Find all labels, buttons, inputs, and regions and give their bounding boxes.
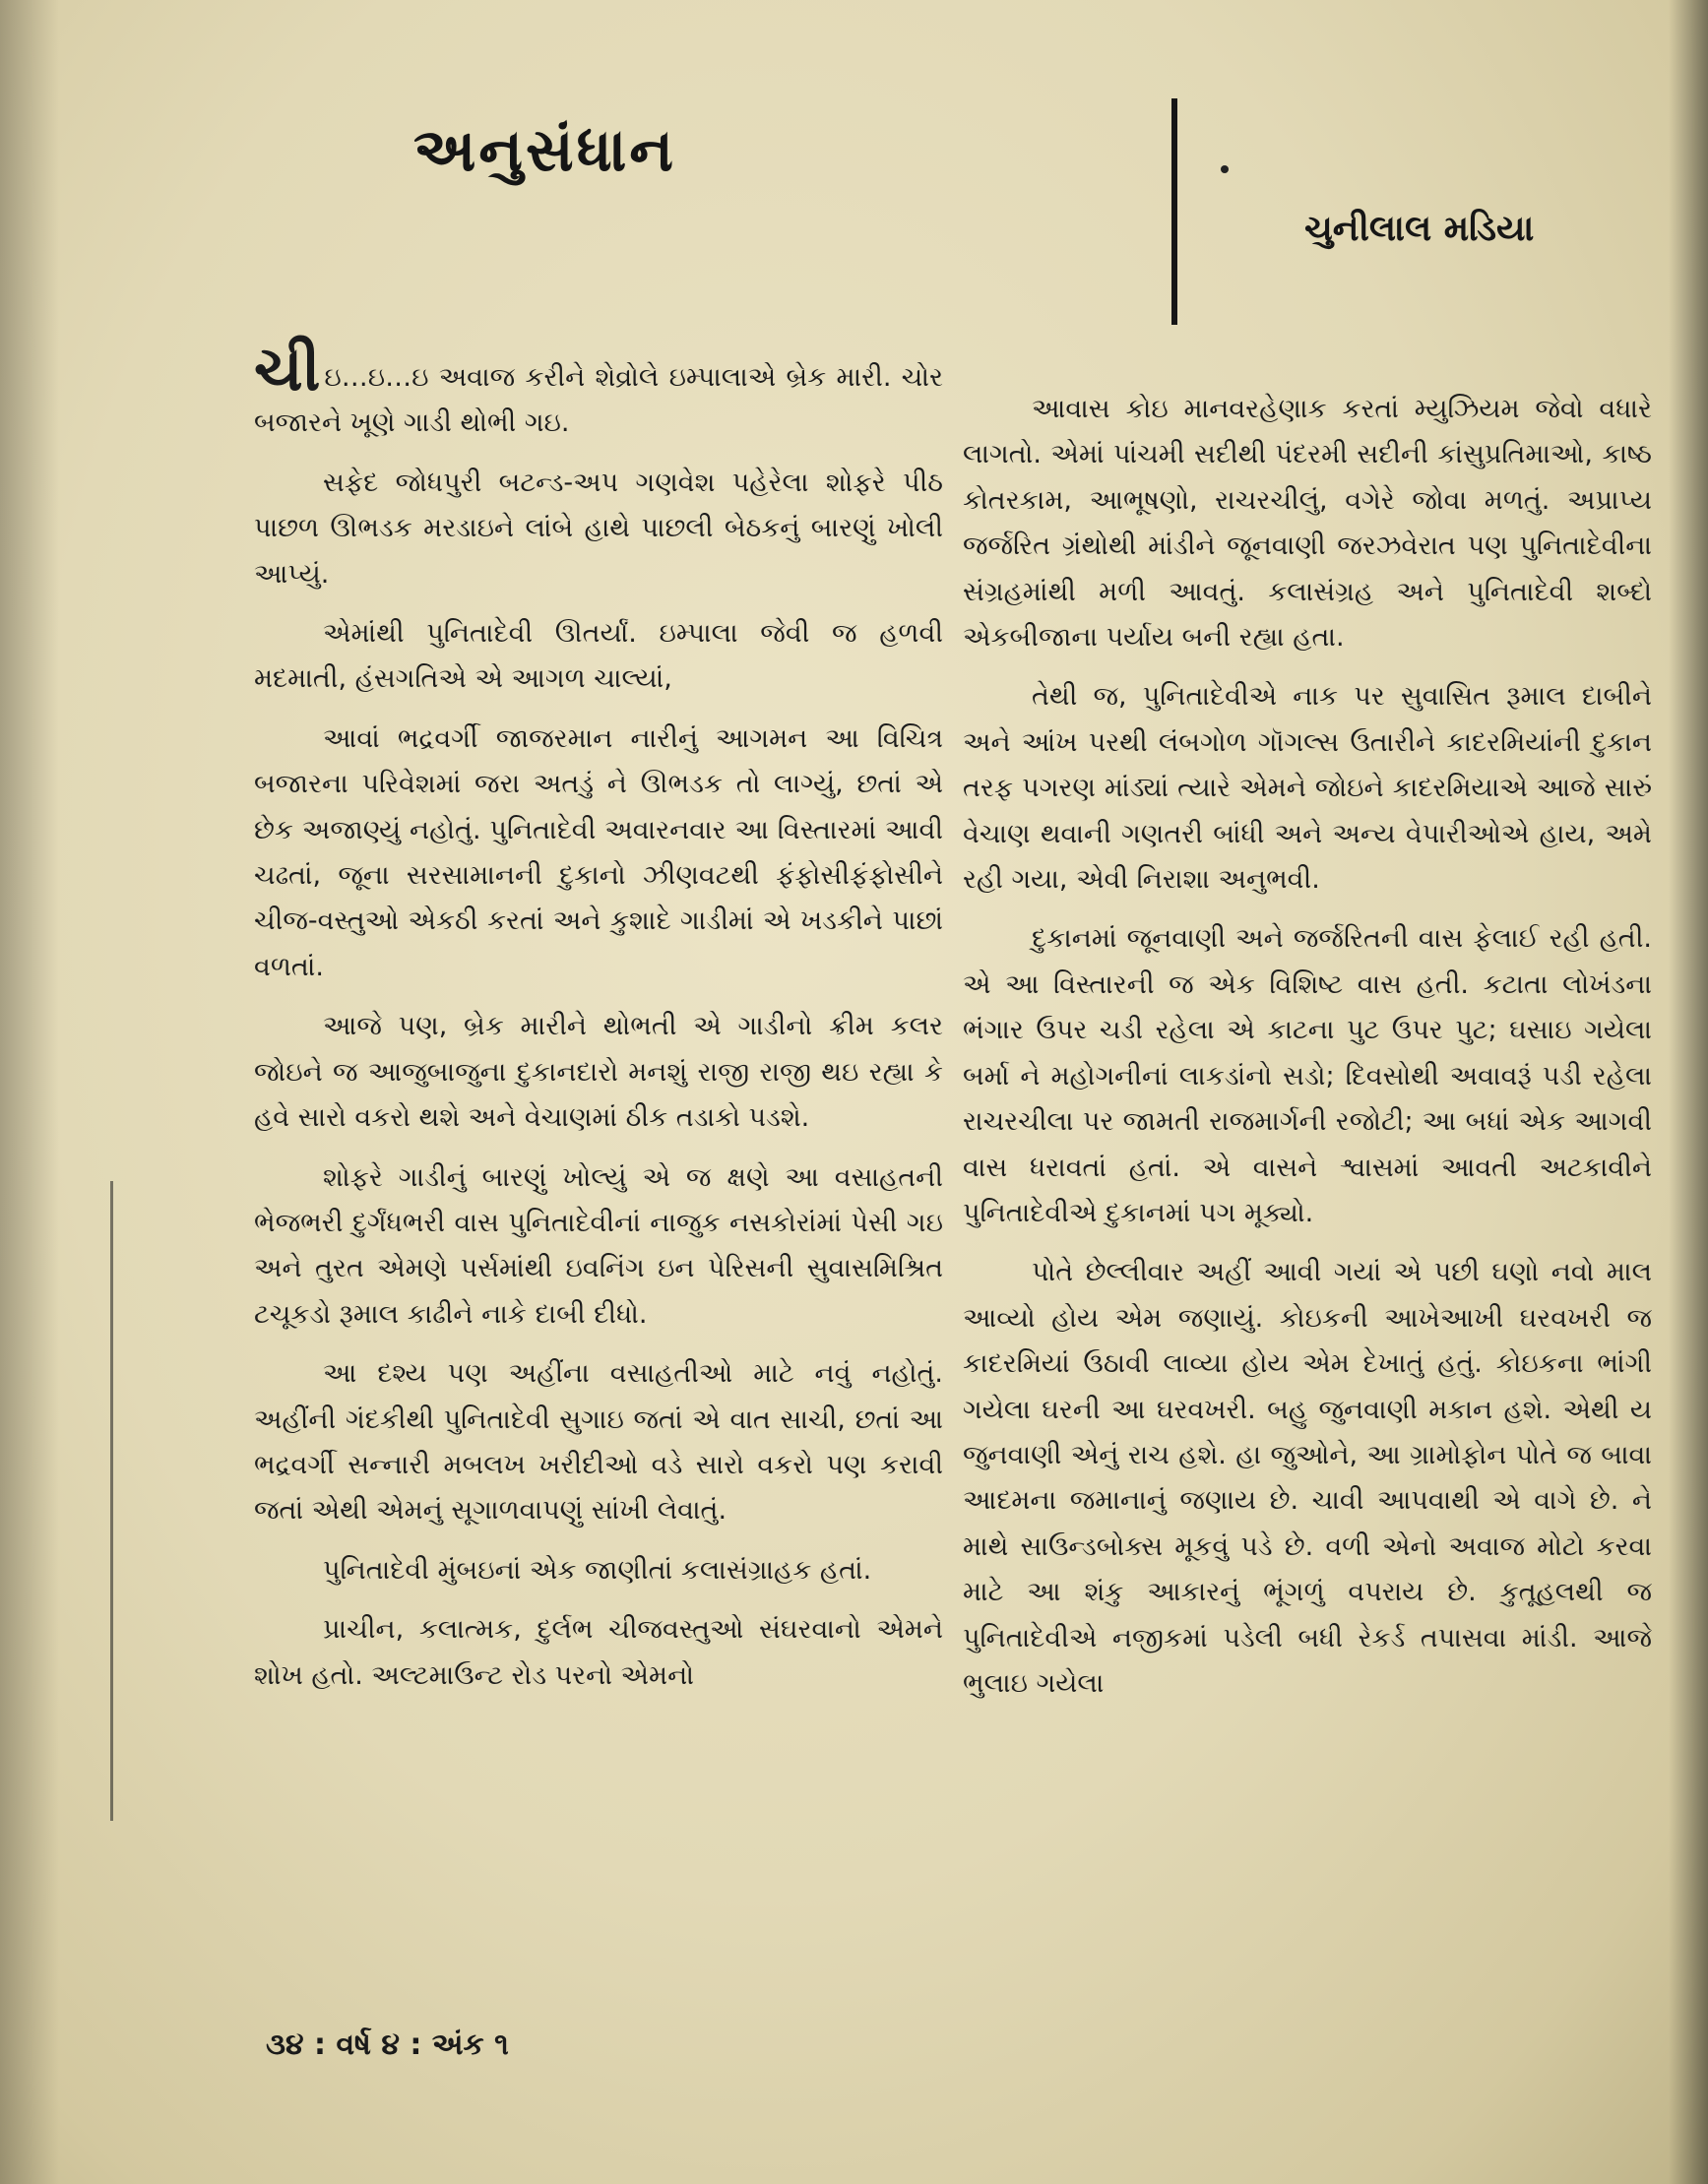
right-column [963, 387, 1652, 1720]
paragraph: એમાંથી પુનિતાદેવી ઊતર્યાં. ઇમ્પાલા જેવી જ હળવી મદમાતી, હંસગતિએ એ આગળ ચાલ્યાં, [254, 618, 943, 695]
title-divider [1171, 98, 1177, 325]
bullet-dot [1221, 165, 1229, 173]
page-title: અનુસંધાન [413, 116, 676, 185]
left-column [254, 333, 943, 1713]
paragraph: સફેદ જોધપુરી બટન્ડ-અપ ગણવેશ પહેરેલા શોફરે પીઠ પાછળ ઊભડક મરડાઇને લાંબે હાથે પાછલી બેઠકનું બારણું ખોલી આપ્યું. [254, 467, 943, 590]
page-footer: ૩૪ : વર્ષ ૪ : અંક ૧ [266, 2028, 509, 2062]
drop-cap: ચી [254, 333, 321, 405]
paragraph: આ દશ્ય પણ અહીંના વસાહતીઓ માટે નવું નહોતું. અહીંની ગંદકીથી પુનિતાદેવી સુગાઇ જતાં એ વાત સાચી, છતાં આ ભદ્રવર્ગી સન્નારી મબલખ ખરીદીઓ વડે સારો વકરો પણ કરાવી જતાં એથી એમનું સૂગાળવાપણું સાંખી લેવાતું. [254, 1358, 943, 1527]
paragraph: તેથી જ, પુનિતાદેવીએ નાક પર સુવાસિત રૂમાલ દાબીને અને આંખ પરથી લંબગોળ ગૉગલ્સ ઉતારીને કાદરમિયાંની દુકાન તરફ પગરણ માંડ્યાં ત્યારે એમને જોઇને કાદરમિયાએ આજે સારું વેચાણ થવાની ગણતરી બાંધી અને અન્ય વેપારીઓએ હાય, અમે રહી ગયા, એવી નિરાશા અનુભવી. [963, 681, 1652, 896]
paragraph: શોફરે ગાડીનું બારણું ખોલ્યું એ જ ક્ષણે આ વસાહતની ભેજભરી દુર્ગંધભરી વાસ પુનિતાદેવીનાં નાજુક નસકોરાંમાં પેસી ગઇ અને તુરત એમણે પર્સમાંથી ઇવનિંગ ઇન પેરિસની સુવાસમિશ્રિત ટચૂકડો રૂમાલ કાઢીને નાકે દાબી દીધો. [254, 1161, 943, 1330]
paragraph: આજે પણ, બ્રેક મારીને થોભતી એ ગાડીનો ક્રીમ કલર જોઇને જ આજુબાજુના દુકાનદારો મનશું રાજી રાજી થઇ રહ્યા કે હવે સારો વકરો થશે અને વેચાણમાં ઠીક તડાકો પડશે. [254, 1011, 943, 1134]
paragraph: આવાં ભદ્રવર્ગી જાજરમાન નારીનું આગમન આ વિચિત્ર બજારના પરિવેશમાં જરા અતડું ને ઊભડક તો લાગ્યું, છતાં એ છેક અજાણ્યું નહોતું. પુનિતાદેવી અવારનવાર આ વિસ્તારમાં આવી ચઢતાં, જૂના સરસામાનની દુકાનો ઝીણવટથી ફંફોસીફંફોસીને ચીજ-વસ્તુઓ એકઠી કરતાં અને કુશાદે ગાડીમાં એ ખડકીને પાછાં વળતાં. [254, 722, 943, 982]
paragraph: પ્રાચીન, કલાત્મક, દુર્લભ ચીજવસ્તુઓ સંઘરવાનો એમને શોખ હતો. અલ્ટમાઉન્ટ રોડ પરનો એમનો [254, 1614, 943, 1691]
paragraph: પુનિતાદેવી મુંબઇનાં એક જાણીતાં કલાસંગ્રાહક હતાં. [323, 1554, 872, 1586]
paragraph [254, 333, 943, 447]
paragraph-text: ઇ…ઇ…ઇ અવાજ કરીને શેવ્રોલે ઇમ્પાલાએ બ્રેક મારી. ચોર બજારને ખૂણે ગાડી થોભી ગઇ. [254, 362, 943, 439]
author-name: ચુનીલાલ મડિયા [1304, 209, 1535, 249]
margin-line [110, 1181, 113, 1821]
page-edge-shadow-right [1669, 0, 1708, 2184]
paragraph: પોતે છેલ્લીવાર અહીં આવી ગયાં એ પછી ઘણો નવો માલ આવ્યો હોય એમ જણાયું. કોઇકની આખેઆખી ઘરવખરી જ કાદરમિયાં ઉઠાવી લાવ્યા હોય એમ દેખાતું હતું. કોઇકના ભાંગી ગયેલા ઘરની આ ઘરવખરી. બહુ જુનવાણી મકાન હશે. એથી ય જુનવાણી એનું રાચ હશે. હા જુઓને, આ ગ્રામોફોન પોતે જ બાવા આદમના જમાનાનું જણાય છે. ચાવી આપવાથી એ વાગે છે. ને માથે સાઉન્ડબોક્સ મૂકવું પડે છે. વળી એનો અવાજ મોટો કરવા માટે આ શંકુ આકારનું ભૂંગળું વપરાય છે. કુતૂહલથી જ પુનિતાદેવીએ નજીકમાં પડેલી બધી રેકર્ડ તપાસવા માંડી. આજે ભુલાઇ ગયેલા [963, 1257, 1652, 1699]
page-edge-shadow [0, 0, 59, 2184]
paragraph: આવાસ કોઇ માનવરહેણાક કરતાં મ્યુઝિયમ જેવો વધારે લાગતો. એમાં પાંચમી સદીથી પંદરમી સદીની કાંસુપ્રતિમાઓ, કાષ્ઠ કોતરકામ, આભૂષણો, રાચરચીલું, વગેરે જોવા મળતું. અપ્રાપ્ય જર્જરિત ગ્રંથોથી માંડીને જૂનવાણી જરઝવેરાત પણ પુનિતાદેવીના સંગ્રહમાંથી મળી આવતું. કલાસંગ્રહ અને પુનિતાદેવી શબ્દો એકબીજાના પર્યાય બની રહ્યા હતા. [963, 394, 1652, 654]
paragraph: દુકાનમાં જૂનવાણી અને જર્જરિતની વાસ ફેલાઈ રહી હતી. એ આ વિસ્તારની જ એક વિશિષ્ટ વાસ હતી. કટાતા લોખંડના ભંગાર ઉપર ચડી રહેલા એ કાટના પુટ ઉપર પુટ; ઘસાઇ ગયેલા બર્મા ને મહોગનીનાં લાકડાંનો સડો; દિવસોથી અવાવરૂં પડી રહેલા રાચરચીલા પર જામતી રાજમાર્ગની રજોટી; આ બધાં એક આગવી વાસ ધરાવતાં હતાં. એ વાસને શ્વાસમાં આવતી અટકાવીને પુનિતાદેવીએ દુકાનમાં પગ મૂક્યો. [963, 923, 1652, 1228]
